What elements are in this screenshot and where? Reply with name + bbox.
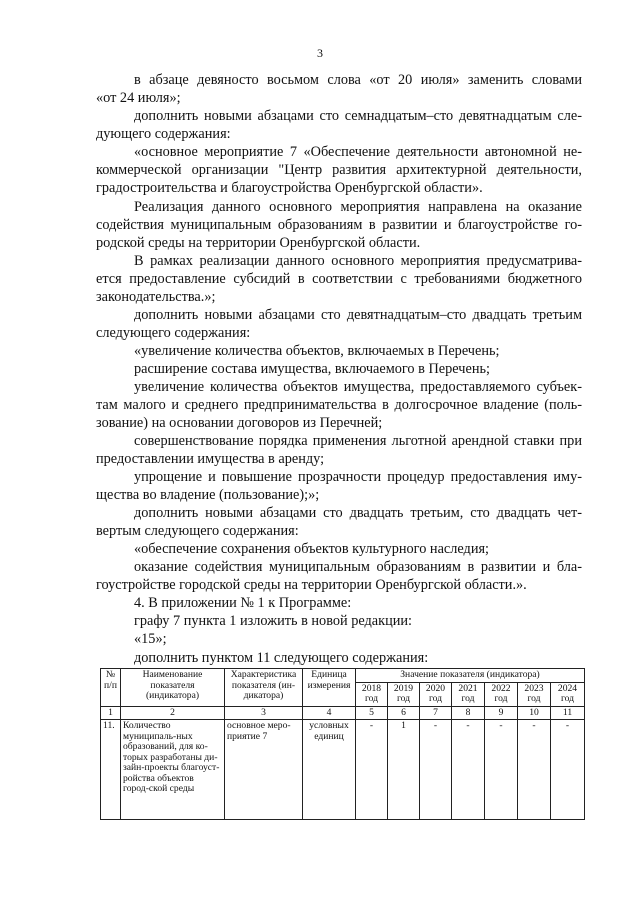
header-year: 2022 год bbox=[485, 682, 518, 706]
column-number: 9 bbox=[485, 706, 518, 720]
text-line: законодательства.»; bbox=[96, 289, 216, 305]
column-number: 11 bbox=[551, 706, 585, 720]
text-line: 4. В приложении № 1 к Программе: bbox=[134, 595, 352, 611]
text-line: в абзаце девяносто восьмом слова «от 20 июля» заменить словами bbox=[134, 72, 582, 88]
row-value: - bbox=[420, 720, 452, 820]
text-line: ется предоставление субсидий в соответствии с требованиями бюджетного bbox=[96, 271, 582, 287]
text-line: содействия муниципальным образованиям в развитии и благоустройстве го- bbox=[96, 217, 582, 233]
row-value: 1 bbox=[388, 720, 420, 820]
header-year: 2020 год bbox=[420, 682, 452, 706]
text-line: «основное мероприятие 7 «Обеспечение деятельности автономной не- bbox=[134, 144, 582, 160]
text-line: увеличение количества объектов имущества, предоставляемого субъек- bbox=[134, 379, 582, 395]
text-line: Реализация данного основного мероприятия направлена на оказание bbox=[134, 199, 582, 215]
row-unit: условных единиц bbox=[303, 720, 356, 820]
header-num: № п/п bbox=[101, 669, 121, 707]
column-number: 1 bbox=[101, 706, 121, 720]
text-line: градостроительства и благоустройства Оренбургской области». bbox=[96, 180, 483, 196]
text-line: следующего содержания: bbox=[96, 325, 251, 341]
text-line: «15»; bbox=[134, 631, 167, 647]
text-line: зование) на основании договоров из Перечней; bbox=[96, 415, 383, 431]
page-number: 3 bbox=[317, 46, 323, 60]
column-number: 3 bbox=[225, 706, 303, 720]
header-unit: Единица измерения bbox=[303, 669, 356, 707]
text-line: щества во владение (пользование);»; bbox=[96, 487, 320, 503]
column-number: 5 bbox=[356, 706, 388, 720]
header-name: Наименование показателя (индикатора) bbox=[121, 669, 225, 707]
text-line: графу 7 пункта 1 изложить в новой редакции: bbox=[134, 613, 413, 629]
text-line: дополнить новыми абзацами сто девятнадцатым–сто двадцать третьим bbox=[134, 307, 582, 323]
text-line: «обеспечение сохранения объектов культурного наследия; bbox=[134, 541, 490, 557]
row-value: - bbox=[485, 720, 518, 820]
row-characteristic: основное меро-приятие 7 bbox=[225, 720, 303, 820]
column-number: 4 bbox=[303, 706, 356, 720]
column-number: 8 bbox=[452, 706, 485, 720]
row-value: - bbox=[452, 720, 485, 820]
column-number: 7 bbox=[420, 706, 452, 720]
column-number: 6 bbox=[388, 706, 420, 720]
text-line: вертым следующего содержания: bbox=[96, 523, 299, 539]
header-year: 2021 год bbox=[452, 682, 485, 706]
text-line: «увеличение количества объектов, включаемых в Перечень; bbox=[134, 343, 500, 359]
text-line: «от 24 июля»; bbox=[96, 90, 181, 106]
row-value: - bbox=[518, 720, 551, 820]
text-line: гоустройстве городской среды на территории Оренбургской области.». bbox=[96, 577, 527, 593]
text-line: совершенствование порядка применения льготной арендной ставки при bbox=[134, 433, 582, 449]
text-line: упрощение и повышение прозрачности процедур предоставления иму- bbox=[134, 469, 582, 485]
row-value: - bbox=[356, 720, 388, 820]
text-line: оказание содействия муниципальным образованиям в развитии и бла- bbox=[134, 559, 582, 575]
header-values: Значение показателя (индикатора) bbox=[356, 669, 585, 683]
text-line: дополнить новыми абзацами сто двадцать третьим, сто двадцать чет- bbox=[134, 505, 582, 521]
header-year: 2024 год bbox=[551, 682, 585, 706]
header-year: 2023 год bbox=[518, 682, 551, 706]
header-characteristic: Характеристика показателя (ин-дикатора) bbox=[225, 669, 303, 707]
table-header-row bbox=[101, 669, 585, 683]
text-line: дополнить новыми абзацами сто семнадцатым–сто девятнадцатым сле- bbox=[134, 108, 582, 124]
text-line: дующего содержания: bbox=[96, 126, 231, 142]
column-number: 2 bbox=[121, 706, 225, 720]
table-row bbox=[101, 720, 585, 820]
text-line: там малого и среднего предпринимательства в долгосрочное владение (поль- bbox=[96, 397, 582, 413]
header-year: 2019 год bbox=[388, 682, 420, 706]
indicator-table bbox=[100, 668, 585, 820]
row-num: 11. bbox=[101, 720, 121, 820]
column-number: 10 bbox=[518, 706, 551, 720]
text-line: В рамках реализации данного основного мероприятия предусматрива- bbox=[134, 253, 582, 269]
text-line: расширение состава имущества, включаемого в Перечень; bbox=[134, 361, 490, 377]
row-value: - bbox=[551, 720, 585, 820]
text-line: коммерческой организации "Центр развития архитектурной деятельности, bbox=[96, 162, 582, 178]
text-line: предоставлении имущества в аренду; bbox=[96, 451, 325, 467]
row-name: Количество муниципаль-ных образований, для ко-торых разработаны ди-зайн-проекты благоуст-ройства объектов город-ской среды bbox=[121, 720, 225, 820]
table-column-numbers-row bbox=[101, 706, 585, 720]
text-line: родской среды на территории Оренбургской области. bbox=[96, 235, 421, 251]
text-line: дополнить пунктом 11 следующего содержания: bbox=[134, 650, 429, 666]
header-year: 2018 год bbox=[356, 682, 388, 706]
